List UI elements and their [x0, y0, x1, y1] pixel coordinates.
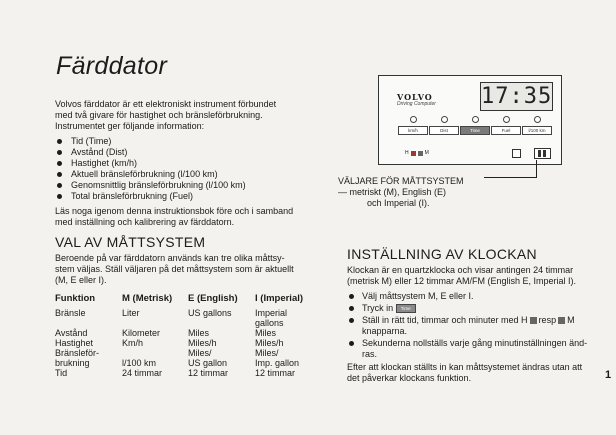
column-header: E (English): [188, 293, 238, 304]
hour-minute-keys: [405, 150, 429, 156]
table-cell: Avstånd: [55, 328, 88, 338]
intro-line: Instrumentet ger följande information:: [55, 121, 205, 131]
m-label: M: [424, 150, 429, 156]
intro-paragraph: [55, 99, 320, 132]
clock-paragraph: [347, 265, 615, 287]
paragraph-line: Efter att klockan ställts in kan måttsystemet ändras utan att: [347, 362, 583, 372]
column-header: Funktion: [55, 293, 96, 304]
table-cell: Miles/: [188, 348, 212, 358]
minute-key-icon: [418, 151, 423, 156]
indicator-led-icon: [410, 116, 417, 123]
button-dist: Dist: [429, 126, 459, 135]
page-number: 1: [605, 369, 612, 381]
indicator-led-icon: [534, 116, 541, 123]
brand-subtitle: Driving Computer: [397, 101, 436, 107]
trip-computer-illustration: [378, 75, 562, 165]
button-time: Time: [460, 126, 490, 135]
paragraph-line: Beroende på var färddatorn används kan tre olika måttsy-: [55, 253, 285, 263]
column-english: [188, 294, 238, 378]
table-cell: Km/h: [122, 338, 144, 348]
list-item: Hastighet (km/h): [55, 158, 246, 169]
leader-line: [484, 177, 536, 178]
page-title: Färddator: [56, 52, 168, 80]
function-list: [55, 136, 246, 202]
hour-key-icon: [530, 317, 537, 324]
step-text: Tryck in: [362, 303, 394, 313]
paragraph-line: stem väljas. Ställ väljaren på det måttsystem som är aktuellt: [55, 264, 294, 274]
table-cell: Imperial: [255, 308, 288, 318]
step-text: resp: [538, 315, 557, 325]
indicator-led-icon: [472, 116, 479, 123]
step-text: Ställ in rätt tid, timmar och minuter med H: [362, 315, 528, 325]
key-time: [460, 116, 490, 135]
table-cell: Liter: [122, 308, 140, 318]
column-header: I (Imperial): [255, 293, 304, 304]
caption-line: VÄLJARE FÖR MÅTTSYSTEM: [338, 176, 464, 186]
section-heading-clock: INSTÄLLNING AV KLOCKAN: [347, 246, 537, 262]
column-header: M (Metrisk): [122, 293, 173, 304]
paragraph-line: (metrisk M) eller 12 timmar AM/FM (English E, Imperial I).: [347, 276, 577, 286]
key-kmh: [398, 116, 428, 135]
table-cell: US gallons: [188, 308, 232, 318]
table-cell: Tid: [55, 368, 68, 378]
column-imperial: [255, 294, 303, 378]
paragraph-line: (M, E eller I).: [55, 275, 107, 285]
table-cell: l/100 km: [122, 358, 157, 368]
brand-logo: VOLVO: [397, 92, 433, 102]
step-text: Välj måttsystem M, E eller I.: [362, 291, 474, 301]
table-cell: 12 timmar: [255, 368, 296, 378]
minute-key-icon: [558, 317, 565, 324]
table-cell: [122, 348, 172, 358]
table-cell: [188, 318, 238, 328]
caption-line: — metriskt (M), English (E): [338, 187, 447, 197]
table-cell: Miles: [188, 328, 210, 338]
paragraph-line: med inställning och kalibrering av färddatorn.: [55, 217, 235, 227]
list-item: Tid (Time): [55, 136, 246, 147]
intro-line: Volvos färddator är ett elektroniskt instrument förbundet: [55, 99, 277, 109]
table-cell: Bränsle: [55, 308, 86, 318]
table-cell: Miles/h: [188, 338, 217, 348]
table-cell: 24 timmar: [122, 368, 163, 378]
list-item: [347, 303, 615, 314]
button-l100km: l/100 km: [522, 126, 552, 135]
table-cell: 12 timmar: [188, 368, 229, 378]
list-item: Aktuell bränsleförbrukning (l/100 km): [55, 169, 246, 180]
table-cell: Hastighet: [55, 338, 94, 348]
table-cell: Miles/h: [255, 338, 284, 348]
key-dist: [429, 116, 459, 135]
table-cell: Miles: [255, 328, 277, 338]
button-kmh: km/h: [398, 126, 428, 135]
table-cell: Miles/: [255, 348, 279, 358]
list-item: [347, 338, 615, 360]
step-text: ras.: [362, 349, 378, 359]
indicator-led-icon: [441, 116, 448, 123]
clock-steps: [347, 291, 615, 361]
time-button-icon: Time: [396, 304, 416, 313]
table-cell: Bränsleför-: [55, 348, 100, 358]
paragraph-line: det påverkar klockans funktion.: [347, 373, 472, 383]
selector-caption: [338, 176, 464, 209]
caption-line: och Imperial (I).: [367, 198, 430, 208]
section-heading-val: VAL AV MÅTTSYSTEM: [55, 234, 206, 250]
unit-selector-icon: [534, 148, 551, 159]
column-funktion: [55, 294, 99, 378]
table-cell: [122, 318, 172, 328]
table-cell: Imp. gallon: [255, 358, 300, 368]
list-item: [347, 291, 615, 302]
column-metric: [122, 294, 172, 378]
key-l100km: [522, 116, 552, 135]
table-cell: brukning: [55, 358, 90, 368]
key-fuel: [491, 116, 521, 135]
paragraph-line: Läs noga igenom denna instruktionsbok före och i samband: [55, 206, 294, 216]
final-paragraph: [347, 362, 615, 384]
h-label: H: [405, 150, 409, 156]
list-item: Genomsnittlig bränsleförbrukning (l/100 km): [55, 180, 246, 191]
step-text: Sekunderna nollställs varje gång minutinställningen änd-: [362, 338, 588, 348]
hour-key-icon: [411, 151, 416, 156]
step-text: knapparna.: [362, 326, 408, 336]
list-item: Total bränsleförbrukning (Fuel): [55, 191, 246, 202]
intro-line: med två givare för hastighet och bränsleförbrukning.: [55, 110, 263, 120]
table-cell: US gallon: [188, 358, 228, 368]
paragraph-line: Klockan är en quartzklocka och visar antingen 24 timmar: [347, 265, 574, 275]
val-paragraph: [55, 253, 333, 286]
read-instructions-paragraph: [55, 206, 325, 228]
list-item: Avstånd (Dist): [55, 147, 246, 158]
step-text: M: [567, 315, 575, 325]
table-cell: Kilometer: [122, 328, 161, 338]
table-cell: gallons: [255, 318, 284, 328]
clock-display: 17:35: [481, 84, 553, 109]
list-item: [347, 315, 615, 337]
leader-line: [536, 160, 537, 178]
indicator-led-icon: [503, 116, 510, 123]
reset-button-icon: [512, 149, 521, 158]
table-cell: [55, 318, 99, 328]
button-fuel: Fuel: [491, 126, 521, 135]
